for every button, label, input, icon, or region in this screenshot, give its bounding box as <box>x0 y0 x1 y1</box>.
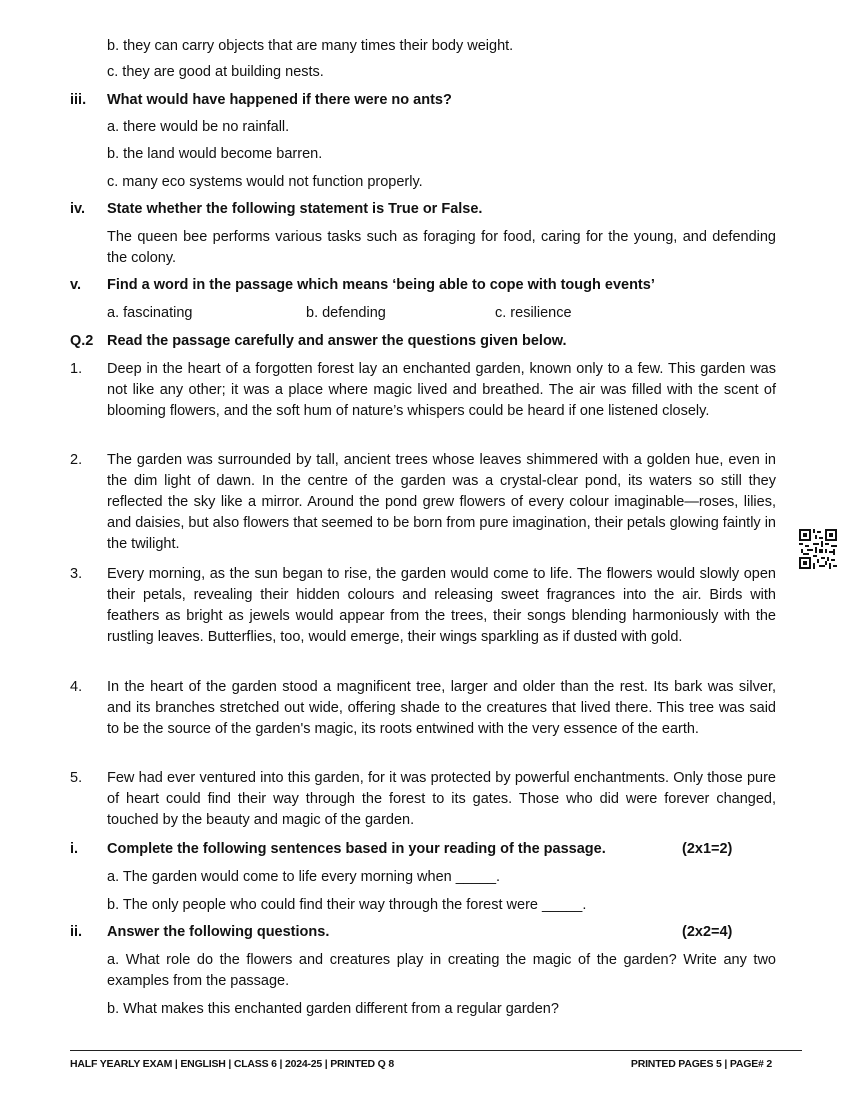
q2-i-item-a: a. The garden would come to life every morning when _____. <box>107 869 501 885</box>
q2-i-item-b: b. The only people who could find their way through the forest were _____. <box>107 897 587 913</box>
paragraph-5-number: 5. <box>70 770 83 786</box>
q1-iv-statement: The queen bee performs various tasks such as foraging for food, caring for the young, and defending the colony. <box>107 229 776 266</box>
q1-iii-option-c: c. many eco systems would not function properly. <box>107 174 423 190</box>
q2-heading: Read the passage carefully and answer the questions given below. <box>107 333 567 349</box>
q2-ii-item-a: a. What role do the flowers and creatures play in creating the magic of the garden? Write any two examples from the passage. <box>107 952 776 989</box>
paragraph-3: Every morning, as the sun began to rise, the garden would come to life. The flowers would slowly open their petals, revealing their hidden colours and releasing sweet fragrances into the air. Birds with feathers as bright as jewels would appear from the trees, their songs blending harmoniously with the rustling leaves. Butterflies, too, would emerge, their wings sparkling as if dusted with gold. <box>107 566 776 645</box>
footer-divider <box>70 1050 802 1051</box>
paragraph-3-number: 3. <box>70 566 83 582</box>
q2-number: Q.2 <box>70 333 94 349</box>
q2-ii-marks: (2x2=4) <box>682 924 733 940</box>
paragraph-4-number: 4. <box>70 679 83 695</box>
q1-iii-number: iii. <box>70 92 87 108</box>
q1-iv-question: State whether the following statement is True or False. <box>107 201 483 217</box>
q1-ii-option-c: c. they are good at building nests. <box>107 64 324 80</box>
paragraph-1-number: 1. <box>70 361 83 377</box>
footer-exam-info: HALF YEARLY EXAM | ENGLISH | CLASS 6 | 2024-25 | PRINTED Q 8 <box>70 1058 394 1070</box>
q1-iii-option-b: b. the land would become barren. <box>107 146 323 162</box>
paragraph-2: The garden was surrounded by tall, ancient trees whose leaves shimmered with a golden hue, even in the dim light of dawn. In the centre of the garden was a crystal-clear pond, its waters so still they reflected the sky like a mirror. Around the pond grew flowers of every colour imaginable—roses, lilies, and daisies, but also flowers that seemed to be born from pure imagination, their petals glowing faintly in the twilight. <box>107 452 776 552</box>
paragraph-2-number: 2. <box>70 452 83 468</box>
qr-code-icon <box>799 529 837 569</box>
q1-v-number: v. <box>70 277 82 293</box>
q2-ii-question: Answer the following questions. <box>107 924 330 940</box>
q2-i-number: i. <box>70 841 79 857</box>
paragraph-1: Deep in the heart of a forgotten forest lay an enchanted garden, known only to a few. This garden was not like any other; it was a place where magic lived and breathed. The air was filled with the scent of blooming flowers, and the soft hum of nature’s whispers could be heard if one listened closely. <box>107 361 776 419</box>
q2-ii-number: ii. <box>70 924 83 940</box>
q1-ii-option-b: b. they can carry objects that are many times their body weight. <box>107 38 514 54</box>
q1-iv-number: iv. <box>70 201 86 217</box>
footer-page-info: PRINTED PAGES 5 | PAGE# 2 <box>630 1058 772 1070</box>
paragraph-5: Few had ever ventured into this garden, for it was protected by powerful enchantments. Only those pure of heart could find their way through the forest to its gates. Those who did were forever changed, touched by the beauty and magic of the garden. <box>107 770 776 828</box>
q1-v-option-b: b. defending <box>306 305 386 321</box>
paragraph-4: In the heart of the garden stood a magnificent tree, larger and older than the rest. Its bark was silver, and its branches stretched out wide, offering shade to the creatures that lived there. This tree was said to be the source of the garden's magic, its roots entwined with the very essence of the earth. <box>107 679 776 737</box>
q1-v-option-a: a. fascinating <box>107 305 193 321</box>
q2-i-question: Complete the following sentences based in your reading of the passage. <box>107 841 606 857</box>
q1-v-option-c: c. resilience <box>495 305 572 321</box>
q1-v-question: Find a word in the passage which means ‘being able to cope with tough events’ <box>107 277 655 293</box>
q1-iii-option-a: a. there would be no rainfall. <box>107 119 290 135</box>
q2-ii-item-b: b. What makes this enchanted garden different from a regular garden? <box>107 1001 559 1017</box>
q1-iii-question: What would have happened if there were no ants? <box>107 92 452 108</box>
q2-i-marks: (2x1=2) <box>682 841 733 857</box>
